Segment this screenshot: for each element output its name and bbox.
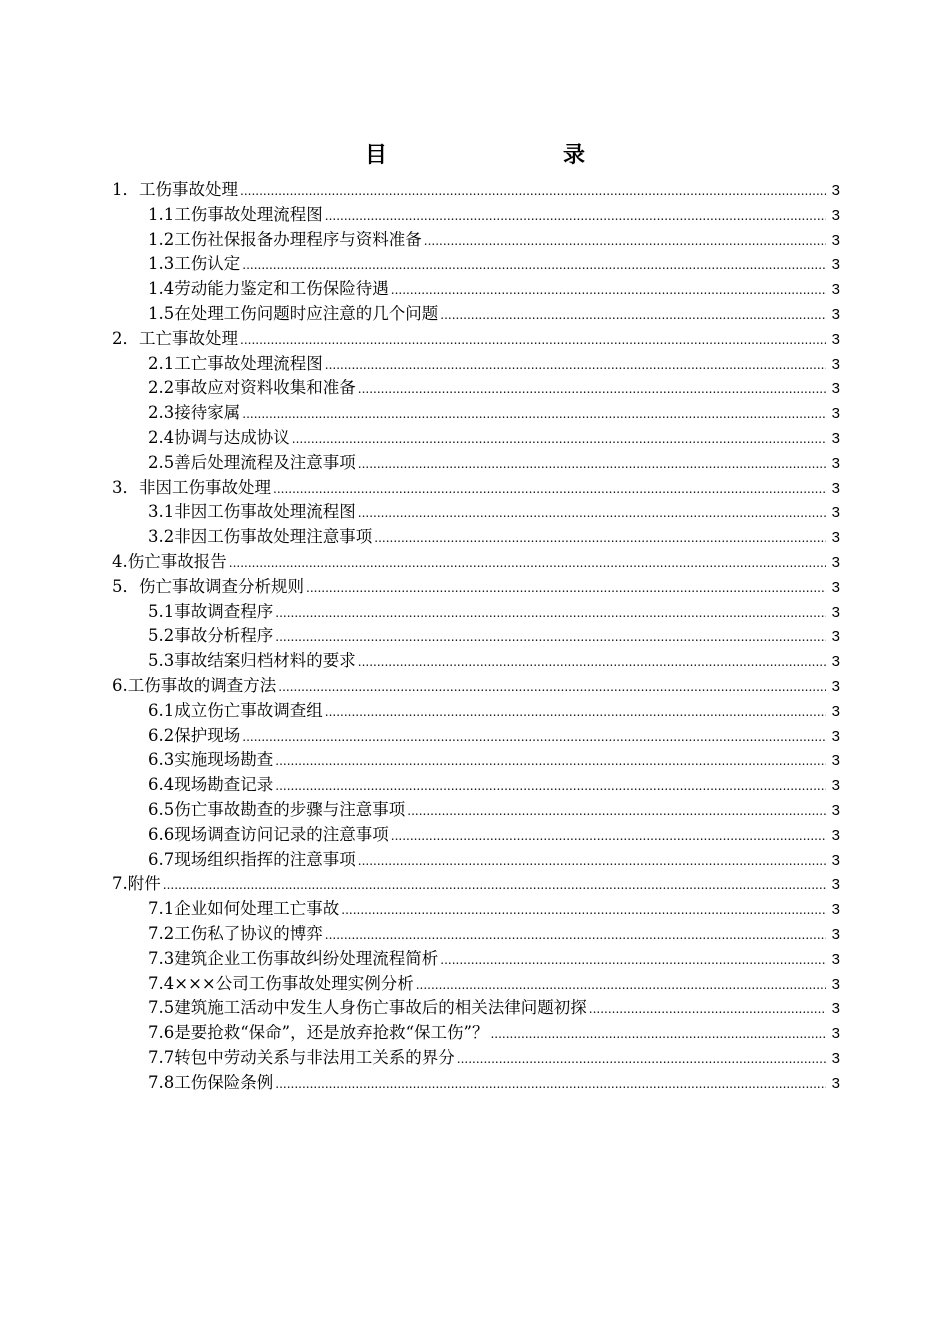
toc-page-number: 3 — [831, 281, 840, 299]
toc-entry-label: 6.2保护现场 — [148, 725, 241, 745]
toc-page-number: 3 — [831, 851, 840, 869]
toc-section-entry[interactable] — [112, 672, 840, 697]
toc-subsection-entry[interactable] — [112, 1069, 840, 1094]
dot-leader — [275, 630, 826, 644]
toc-title: 目 录 — [364, 142, 629, 168]
toc-page-number: 3 — [831, 405, 840, 423]
toc-subsection-entry[interactable] — [112, 994, 840, 1019]
toc-page-number: 3 — [831, 330, 840, 348]
toc-subsection-entry[interactable] — [112, 250, 840, 275]
dot-leader — [358, 854, 826, 868]
toc-subsection-entry[interactable] — [112, 598, 840, 623]
toc-entry-label: 6.3实施现场勘查 — [148, 750, 274, 770]
toc-entry-label: 5.1事故调查程序 — [148, 601, 274, 621]
dot-leader — [325, 209, 826, 223]
dot-leader — [275, 754, 826, 768]
toc-entry-label: 7.5建筑施工活动中发生人身伤亡事故后的相关法律问题初探 — [148, 998, 587, 1018]
toc-page-number: 3 — [831, 752, 840, 770]
dot-leader — [341, 903, 826, 917]
dot-leader — [275, 1077, 826, 1091]
toc-page-number: 3 — [831, 553, 840, 571]
dot-leader — [325, 358, 826, 372]
toc-subsection-entry[interactable] — [112, 226, 840, 251]
dot-leader — [391, 829, 826, 843]
toc-page-number: 3 — [831, 355, 840, 373]
toc-subsection-entry[interactable] — [112, 399, 840, 424]
dot-leader — [325, 705, 826, 719]
toc-page-number: 3 — [831, 305, 840, 323]
toc-entry-label: 6.工伤事故的调查方法 — [112, 675, 277, 695]
dot-leader — [229, 556, 826, 570]
dot-leader — [273, 482, 826, 496]
toc-page-number: 3 — [831, 1000, 840, 1018]
toc-subsection-entry[interactable] — [112, 275, 840, 300]
toc-subsection-entry[interactable] — [112, 647, 840, 672]
toc-page-number: 3 — [831, 256, 840, 274]
toc-entry-label: 5.2事故分析程序 — [148, 626, 274, 646]
toc-page-number: 3 — [831, 975, 840, 993]
dot-leader — [457, 1052, 826, 1066]
dot-leader — [242, 730, 826, 744]
toc-page-number: 3 — [831, 702, 840, 720]
toc-section-entry[interactable] — [112, 548, 840, 573]
toc-entry-label: 7.7转包中劳动关系与非法用工关系的界分 — [148, 1047, 455, 1067]
toc-subsection-entry[interactable] — [112, 846, 840, 871]
dot-leader — [240, 184, 826, 198]
toc-page-number: 3 — [831, 801, 840, 819]
toc-subsection-entry[interactable] — [112, 746, 840, 771]
toc-entry-label: 1.4劳动能力鉴定和工伤保险待遇 — [148, 279, 389, 299]
toc-entry-label: 7.6是要抢救“保命”，还是放弃抢救“保工伤”？ — [148, 1023, 489, 1043]
toc-subsection-entry[interactable] — [112, 796, 840, 821]
toc-section-entry[interactable] — [112, 325, 840, 350]
dot-leader — [242, 258, 826, 272]
toc-entry-label: 4.伤亡事故报告 — [112, 551, 227, 571]
toc-entry-label: 1．工伤事故处理 — [112, 180, 238, 199]
toc-page-number: 3 — [831, 677, 840, 695]
toc-subsection-entry[interactable] — [112, 771, 840, 796]
toc-page-number: 3 — [831, 529, 840, 547]
toc-subsection-entry[interactable] — [112, 1044, 840, 1069]
toc-page-number: 3 — [831, 1025, 840, 1043]
toc-entry-label: 7.8工伤保险条例 — [148, 1072, 274, 1092]
toc-page-number: 3 — [831, 901, 840, 919]
toc-page-number: 3 — [831, 777, 840, 795]
dot-leader — [163, 878, 826, 892]
toc-section-entry[interactable] — [112, 573, 840, 598]
toc-page-number: 3 — [831, 876, 840, 894]
toc-entry-label: 2.3接待家属 — [148, 403, 241, 423]
toc-page-number: 3 — [831, 925, 840, 943]
dot-leader — [275, 606, 826, 620]
table-of-contents — [112, 176, 840, 1093]
dot-leader — [358, 382, 826, 396]
toc-entry-label: 7.附件 — [112, 874, 161, 894]
dot-leader — [589, 1002, 826, 1016]
dot-leader — [374, 531, 826, 545]
toc-subsection-entry[interactable] — [112, 920, 840, 945]
dot-leader — [275, 779, 826, 793]
toc-subsection-entry[interactable] — [112, 300, 840, 325]
toc-page-number: 3 — [831, 578, 840, 596]
dot-leader — [407, 804, 826, 818]
toc-entry-label: 3．非因工伤事故处理 — [112, 477, 271, 497]
toc-section-entry[interactable] — [112, 870, 840, 895]
toc-entry-label: 3.1非因工伤事故处理流程图 — [148, 502, 356, 522]
toc-entry-label: 7.2工伤私了协议的博弈 — [148, 923, 323, 943]
toc-page-number: 3 — [831, 206, 840, 224]
toc-subsection-entry[interactable] — [112, 821, 840, 846]
dot-leader — [306, 581, 826, 595]
toc-section-entry[interactable] — [112, 176, 840, 201]
toc-subsection-entry[interactable] — [112, 1019, 840, 1044]
toc-entry-label: 2.4协调与达成协议 — [148, 427, 290, 447]
toc-subsection-entry[interactable] — [112, 697, 840, 722]
dot-leader — [440, 953, 826, 967]
toc-entry-label: 5.3事故结案归档材料的要求 — [148, 651, 356, 671]
toc-entry-label: 7.3建筑企业工伤事故纠纷处理流程简析 — [148, 948, 439, 968]
toc-entry-label: 1.2工伤社保报备办理程序与资料准备 — [148, 229, 422, 249]
toc-page-number: 3 — [831, 628, 840, 646]
toc-page-number: 3 — [831, 653, 840, 671]
toc-entry-label: 2.5善后处理流程及注意事项 — [148, 452, 356, 472]
dot-leader — [416, 978, 826, 992]
toc-subsection-entry[interactable] — [112, 895, 840, 920]
dot-leader — [358, 506, 826, 520]
dot-leader — [424, 234, 826, 248]
toc-page-number: 3 — [831, 603, 840, 621]
toc-entry-label: 1.5在处理工伤问题时应注意的几个问题 — [148, 303, 439, 323]
toc-entry-label: 6.4现场勘查记录 — [148, 775, 274, 795]
dot-leader — [278, 680, 826, 694]
dot-leader — [440, 308, 826, 322]
toc-page-number: 3 — [831, 454, 840, 472]
dot-leader — [490, 1027, 826, 1041]
toc-subsection-entry[interactable] — [112, 722, 840, 747]
toc-page-number: 3 — [831, 826, 840, 844]
toc-entry-label: 6.1成立伤亡事故调查组 — [148, 700, 323, 720]
toc-page-number: 3 — [831, 950, 840, 968]
toc-entry-label: 5．伤亡事故调查分析规则 — [112, 576, 304, 596]
toc-entry-label: 1.3工伤认定 — [148, 254, 241, 274]
toc-subsection-entry[interactable] — [112, 201, 840, 226]
toc-page-number: 3 — [831, 479, 840, 497]
toc-page-number: 3 — [831, 429, 840, 447]
dot-leader — [358, 655, 826, 669]
toc-entry-label: 2．工亡事故处理 — [112, 328, 238, 348]
toc-entry-label: 7.1企业如何处理工亡事故 — [148, 899, 340, 919]
toc-entry-label: 2.2事故应对资料收集和准备 — [148, 378, 356, 398]
toc-subsection-entry[interactable] — [112, 970, 840, 995]
toc-section-entry[interactable] — [112, 474, 840, 499]
toc-subsection-entry[interactable] — [112, 374, 840, 399]
dot-leader — [325, 928, 826, 942]
toc-page-number: 3 — [831, 380, 840, 398]
dot-leader — [391, 283, 826, 297]
toc-entry-label: 1.1工伤事故处理流程图 — [148, 204, 323, 224]
toc-subsection-entry[interactable] — [112, 523, 840, 548]
toc-entry-label: 6.6现场调查访问记录的注意事项 — [148, 824, 389, 844]
toc-entry-label: 3.2非因工伤事故处理注意事项 — [148, 527, 373, 547]
toc-page-number: 3 — [831, 182, 840, 199]
dot-leader — [240, 333, 826, 347]
toc-page-number: 3 — [831, 1074, 840, 1092]
toc-entry-label: 6.7现场组织指挥的注意事项 — [148, 849, 356, 869]
toc-entry-label: 2.1工亡事故处理流程图 — [148, 353, 323, 373]
toc-subsection-entry[interactable] — [112, 498, 840, 523]
toc-subsection-entry[interactable] — [112, 350, 840, 375]
toc-entry-label: 7.4×××公司工伤事故处理实例分析 — [148, 973, 414, 993]
toc-page-number: 3 — [831, 504, 840, 522]
toc-subsection-entry[interactable] — [112, 424, 840, 449]
dot-leader — [242, 407, 826, 421]
toc-page-number: 3 — [831, 727, 840, 745]
toc-subsection-entry[interactable] — [112, 622, 840, 647]
dot-leader — [358, 457, 826, 471]
toc-subsection-entry[interactable] — [112, 945, 840, 970]
toc-subsection-entry[interactable] — [112, 449, 840, 474]
toc-entry-label: 6.5伤亡事故勘查的步骤与注意事项 — [148, 799, 406, 819]
toc-page-number: 3 — [831, 1049, 840, 1067]
dot-leader — [292, 432, 826, 446]
toc-page-number: 3 — [831, 231, 840, 249]
